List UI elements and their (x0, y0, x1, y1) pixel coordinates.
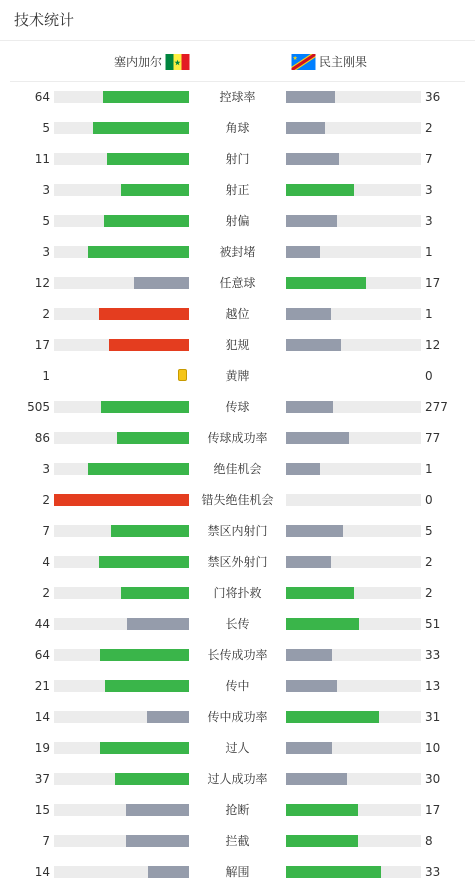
home-stat-value: 1 (42, 369, 50, 383)
stat-label: 控球率 (219, 90, 256, 104)
away-stat-bar-fill (286, 122, 325, 134)
home-stat-value: 19 (34, 741, 50, 755)
home-stat-bar-fill (126, 835, 189, 847)
stat-row (0, 733, 475, 764)
home-stat-value: 12 (34, 276, 50, 290)
away-stat-value: 17 (425, 276, 441, 290)
away-stat-bar (286, 122, 421, 134)
stat-row (0, 82, 475, 113)
home-stat-bar (54, 525, 189, 537)
home-stat-value: 14 (34, 865, 50, 879)
away-stat-bar-fill (286, 680, 337, 692)
home-stat-value: 7 (42, 524, 50, 538)
stat-row (0, 857, 475, 888)
stat-label: 越位 (225, 307, 250, 321)
away-team[interactable] (291, 53, 367, 70)
home-stat-value: 3 (42, 183, 50, 197)
home-stat-bar-fill (147, 711, 189, 723)
away-stat-value: 30 (425, 772, 441, 786)
stat-row (0, 144, 475, 175)
home-stat-bar (54, 215, 189, 227)
home-stat-value: 2 (42, 493, 50, 507)
away-stat-value: 31 (425, 710, 441, 724)
stat-row (0, 237, 475, 268)
stat-label: 射门 (225, 152, 250, 166)
home-stat-bar-fill (109, 339, 189, 351)
stat-row (0, 206, 475, 237)
away-stat-value: 17 (425, 803, 441, 817)
home-team-name: 塞内加尔 (114, 55, 163, 69)
away-stat-bar (286, 742, 421, 754)
away-stat-bar-fill (286, 432, 349, 444)
stat-label: 传球成功率 (207, 431, 268, 445)
stat-row (0, 640, 475, 671)
away-stat-value: 1 (425, 462, 433, 476)
away-stat-bar (286, 804, 421, 816)
home-stat-bar (54, 866, 189, 878)
home-stat-bar (54, 339, 189, 351)
away-stat-bar (286, 215, 421, 227)
stat-label: 门将扑救 (213, 586, 262, 600)
away-stat-bar-fill (286, 246, 320, 258)
away-stat-bar-fill (286, 835, 358, 847)
home-stat-bar (54, 184, 189, 196)
away-stat-value: 77 (425, 431, 441, 445)
stat-row (0, 361, 475, 392)
away-stat-bar (286, 525, 421, 537)
home-stat-bar (54, 773, 189, 785)
home-stat-bar (54, 494, 189, 506)
home-stat-bar (54, 742, 189, 754)
stat-label: 抢断 (225, 803, 250, 817)
away-stat-value: 3 (425, 214, 433, 228)
away-stat-bar-fill (286, 91, 335, 103)
home-stat-bar-fill (111, 525, 189, 537)
stat-row (0, 454, 475, 485)
away-stat-value: 1 (425, 245, 433, 259)
stat-label: 错失绝佳机会 (201, 493, 274, 507)
home-stat-bar-fill (99, 308, 189, 320)
away-stat-bar (286, 246, 421, 258)
stat-row (0, 671, 475, 702)
home-stat-bar (54, 401, 189, 413)
home-stat-value: 15 (34, 803, 50, 817)
home-stat-bar (54, 277, 189, 289)
stat-row (0, 268, 475, 299)
home-stat-bar-fill (107, 153, 189, 165)
away-stat-value: 2 (425, 555, 433, 569)
stat-row (0, 299, 475, 330)
home-stat-bar-fill (126, 804, 189, 816)
away-stat-bar-fill (286, 401, 333, 413)
away-stat-bar (286, 401, 421, 413)
away-stat-value: 13 (425, 679, 441, 693)
stat-row (0, 578, 475, 609)
yellow-card-icon (178, 369, 187, 381)
home-stat-bar-fill (88, 463, 189, 475)
away-stat-bar-fill (286, 463, 320, 475)
away-team-name: 民主刚果 (319, 55, 368, 69)
senegal-flag-icon (165, 54, 190, 70)
away-stat-value: 277 (425, 400, 448, 414)
home-stat-bar-fill (117, 432, 189, 444)
stat-row (0, 764, 475, 795)
stat-row (0, 795, 475, 826)
away-stat-value: 7 (425, 152, 433, 166)
stat-label: 被封堵 (219, 245, 256, 259)
away-stat-bar-fill (286, 711, 379, 723)
away-stat-bar (286, 680, 421, 692)
home-stat-bar-fill (104, 215, 189, 227)
home-stat-bar-fill (103, 91, 189, 103)
home-stat-value: 21 (34, 679, 50, 693)
home-stat-bar-fill (93, 122, 189, 134)
home-stat-bar (54, 308, 189, 320)
stat-label: 绝佳机会 (213, 462, 262, 476)
stat-label: 射偏 (225, 214, 250, 228)
stat-label: 射正 (225, 183, 250, 197)
away-stat-bar (286, 494, 421, 506)
away-stat-bar-fill (286, 866, 381, 878)
home-stat-bar-fill (127, 618, 189, 630)
stat-label: 长传 (225, 617, 250, 631)
stat-row (0, 702, 475, 733)
away-stat-value: 3 (425, 183, 433, 197)
home-stat-bar-fill (134, 277, 189, 289)
away-stat-bar-fill (286, 773, 347, 785)
home-stat-value: 3 (42, 462, 50, 476)
away-stat-bar (286, 184, 421, 196)
away-stat-bar (286, 277, 421, 289)
stat-row (0, 609, 475, 640)
away-stat-bar-fill (286, 277, 366, 289)
away-stat-bar (286, 463, 421, 475)
home-stat-value: 86 (34, 431, 50, 445)
away-stat-bar-fill (286, 525, 343, 537)
stat-row (0, 423, 475, 454)
away-stat-bar (286, 773, 421, 785)
away-stat-bar-fill (286, 184, 354, 196)
away-stat-bar-fill (286, 742, 332, 754)
away-stat-value: 0 (425, 493, 433, 507)
stat-row (0, 547, 475, 578)
home-stat-value: 505 (27, 400, 50, 414)
away-stat-value: 0 (425, 369, 433, 383)
stat-label: 解围 (225, 865, 250, 879)
home-stat-value: 5 (42, 121, 50, 135)
stat-row (0, 392, 475, 423)
dr-congo-flag-icon (291, 54, 316, 70)
away-stat-bar (286, 91, 421, 103)
away-stat-value: 10 (425, 741, 441, 755)
away-stat-value: 2 (425, 121, 433, 135)
stat-label: 长传成功率 (207, 648, 268, 662)
home-stat-value: 2 (42, 586, 50, 600)
home-stat-bar-fill (88, 246, 189, 258)
team-header (10, 41, 465, 82)
home-stat-bar (54, 91, 189, 103)
page-title: 技术统计 (0, 0, 475, 41)
away-stat-bar-fill (286, 339, 341, 351)
stat-label: 过人 (225, 741, 250, 755)
home-stat-bar (54, 153, 189, 165)
away-stat-bar-fill (286, 215, 337, 227)
home-stat-value: 64 (34, 90, 50, 104)
home-stat-bar-fill (148, 866, 189, 878)
stat-label: 禁区内射门 (207, 524, 268, 538)
away-stat-value: 51 (425, 617, 441, 631)
home-stat-bar (54, 246, 189, 258)
home-stat-bar (54, 804, 189, 816)
stat-row (0, 113, 475, 144)
home-stat-value: 2 (42, 307, 50, 321)
stat-label: 拦截 (225, 834, 250, 848)
home-stat-value: 44 (34, 617, 50, 631)
away-stat-bar (286, 308, 421, 320)
home-stat-bar-fill (100, 742, 189, 754)
home-stat-bar-fill (121, 587, 189, 599)
stat-row (0, 516, 475, 547)
away-stat-bar-fill (286, 649, 332, 661)
away-stat-bar (286, 711, 421, 723)
home-stat-bar-fill (99, 556, 189, 568)
away-stat-bar-fill (286, 153, 339, 165)
home-stat-bar (54, 556, 189, 568)
away-stat-value: 33 (425, 865, 441, 879)
home-stat-bar-fill (54, 494, 189, 506)
away-stat-value: 36 (425, 90, 441, 104)
home-stat-bar (54, 432, 189, 444)
away-stat-value: 2 (425, 586, 433, 600)
home-stat-value: 5 (42, 214, 50, 228)
stat-label: 角球 (225, 121, 250, 135)
home-stat-value: 14 (34, 710, 50, 724)
home-stat-value: 17 (34, 338, 50, 352)
stat-label: 黄牌 (225, 369, 250, 383)
away-stat-bar-fill (286, 804, 358, 816)
home-stat-value: 4 (42, 555, 50, 569)
home-stat-bar-fill (105, 680, 189, 692)
stat-label: 犯规 (225, 338, 250, 352)
away-stat-value: 33 (425, 648, 441, 662)
home-stat-value: 7 (42, 834, 50, 848)
stat-label: 过人成功率 (207, 772, 268, 786)
home-stat-bar (54, 463, 189, 475)
stat-row (0, 175, 475, 206)
away-stat-value: 12 (425, 338, 441, 352)
home-stat-value: 11 (34, 152, 50, 166)
home-stat-bar-fill (101, 401, 189, 413)
stat-label: 任意球 (219, 276, 256, 290)
stat-row (0, 826, 475, 857)
away-stat-value: 8 (425, 834, 433, 848)
stat-row (0, 330, 475, 361)
home-stat-value: 3 (42, 245, 50, 259)
away-stat-bar (286, 835, 421, 847)
home-stat-bar (54, 587, 189, 599)
away-stat-bar-fill (286, 618, 359, 630)
home-stat-bar (54, 618, 189, 630)
home-stat-value: 64 (34, 648, 50, 662)
away-stat-bar-fill (286, 308, 331, 320)
home-stat-value: 37 (34, 772, 50, 786)
stat-row (0, 485, 475, 516)
away-stat-bar (286, 153, 421, 165)
away-stat-bar (286, 556, 421, 568)
away-stat-bar-fill (286, 587, 354, 599)
away-stat-value: 5 (425, 524, 433, 538)
stat-label: 传中 (225, 679, 250, 693)
home-stat-bar-fill (100, 649, 189, 661)
away-stat-value: 1 (425, 307, 433, 321)
stat-label: 传球 (225, 400, 250, 414)
away-stat-bar (286, 866, 421, 878)
home-stat-bar-fill (121, 184, 189, 196)
away-stat-bar (286, 339, 421, 351)
home-team[interactable] (114, 53, 190, 70)
home-stat-bar-fill (115, 773, 189, 785)
home-stat-bar (54, 680, 189, 692)
away-stat-bar (286, 649, 421, 661)
away-stat-bar (286, 587, 421, 599)
home-stat-bar (54, 649, 189, 661)
away-stat-bar (286, 618, 421, 630)
home-stat-bar (54, 122, 189, 134)
home-stat-bar (54, 711, 189, 723)
away-stat-bar (286, 432, 421, 444)
stat-label: 禁区外射门 (207, 555, 268, 569)
home-stat-bar (54, 835, 189, 847)
away-stat-bar-fill (286, 556, 331, 568)
stat-label: 传中成功率 (207, 710, 268, 724)
